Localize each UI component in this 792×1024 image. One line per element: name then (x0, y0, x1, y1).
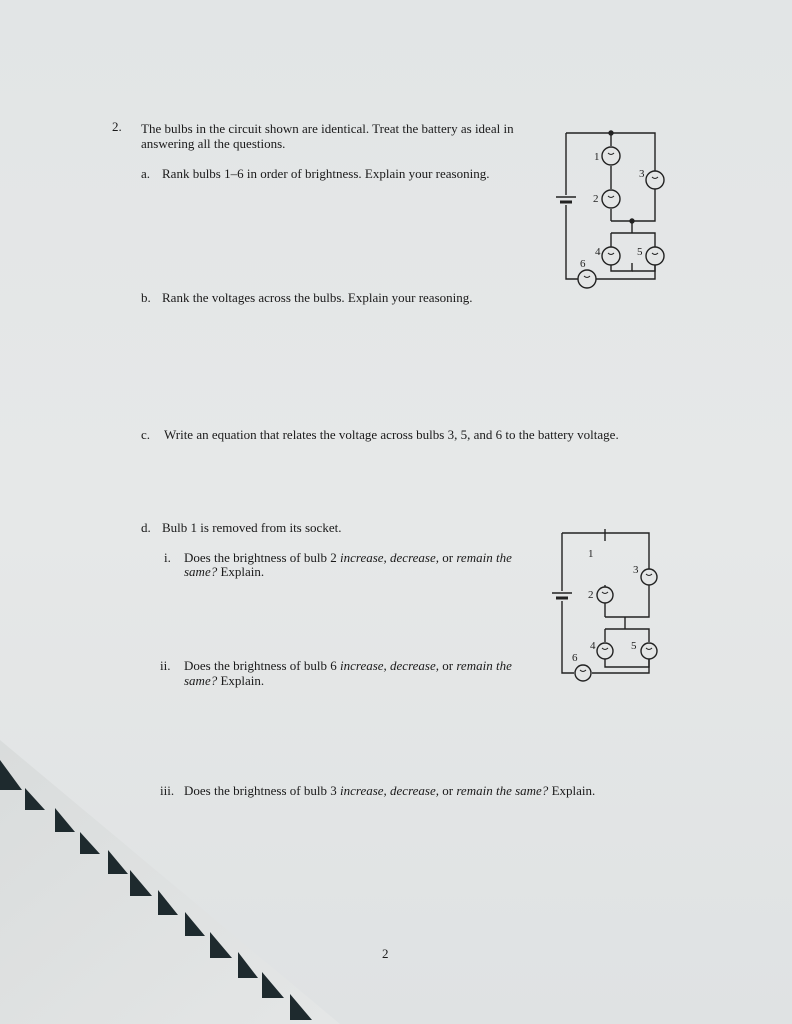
part-b-text: Rank the voltages across the bulbs. Explain your reasoning. (162, 290, 473, 305)
part-d-ii-label: ii. (160, 658, 171, 673)
bulb-3-label: 3 (639, 168, 645, 180)
bulb-1-label: 1 (594, 151, 600, 163)
question-intro-line1: The bulbs in the circuit shown are identical. Treat the battery as ideal in (141, 121, 514, 136)
bulb-2-label: 2 (593, 193, 599, 205)
part-d-ii-text: Does the brightness of bulb 6 increase, decrease, or remain the (184, 658, 512, 673)
bulb-5 (646, 247, 664, 265)
circuit-diagram-bulb1-removed (548, 525, 663, 685)
part-d-ii-text-line2: same? Explain. (184, 673, 265, 688)
part-c-text: Write an equation that relates the voltage across bulbs 3, 5, and 6 to the battery voltage. (164, 427, 619, 442)
bulb-6 (578, 270, 596, 288)
bulb-4-b (597, 643, 613, 659)
bulb-5-label-b: 5 (631, 640, 637, 652)
part-d-text: Bulb 1 is removed from its socket. (162, 520, 342, 535)
part-d-i-label: i. (164, 550, 171, 565)
part-a-label: a. (141, 166, 151, 181)
bulb-2 (602, 190, 620, 208)
part-c-label: c. (141, 427, 151, 442)
bulb-1 (602, 147, 620, 165)
bulb-2-label-b: 2 (588, 589, 594, 601)
question-intro-line2: answering all the questions. (141, 136, 286, 151)
page-number: 2 (382, 946, 389, 961)
bulb-6-label-b: 6 (572, 652, 578, 664)
wire-left-lower (566, 205, 578, 279)
bulb-2-b (597, 587, 613, 603)
part-d-iii-label: iii. (160, 783, 175, 798)
bulb-3-b (641, 569, 657, 585)
bulb-1-label-b: 1 (588, 548, 594, 560)
bulb-4-label: 4 (595, 246, 601, 258)
bulb-3 (646, 171, 664, 189)
part-d-label: d. (141, 520, 151, 535)
bulb-6-b (575, 665, 591, 681)
bulb-5-b (641, 643, 657, 659)
scan-artifact (0, 740, 340, 1024)
bulb-4 (602, 247, 620, 265)
bulb-6-label: 6 (580, 258, 586, 270)
bulb-3-label-b: 3 (633, 564, 639, 576)
bulb-5-label: 5 (637, 246, 643, 258)
part-d-i-text-line2: same? Explain. (184, 564, 265, 579)
bulb-4-label-b: 4 (590, 640, 596, 652)
circuit-diagram-full (550, 125, 670, 290)
part-a-text: Rank bulbs 1–6 in order of brightness. Explain your reasoning. (162, 166, 490, 181)
part-d-iii-text: Does the brightness of bulb 3 increase, decrease, or remain the same? Explain. (184, 783, 596, 798)
part-d-i-text: Does the brightness of bulb 2 increase, decrease, or remain the (184, 550, 512, 565)
question-number: 2. (112, 119, 122, 134)
part-b-label: b. (141, 290, 151, 305)
